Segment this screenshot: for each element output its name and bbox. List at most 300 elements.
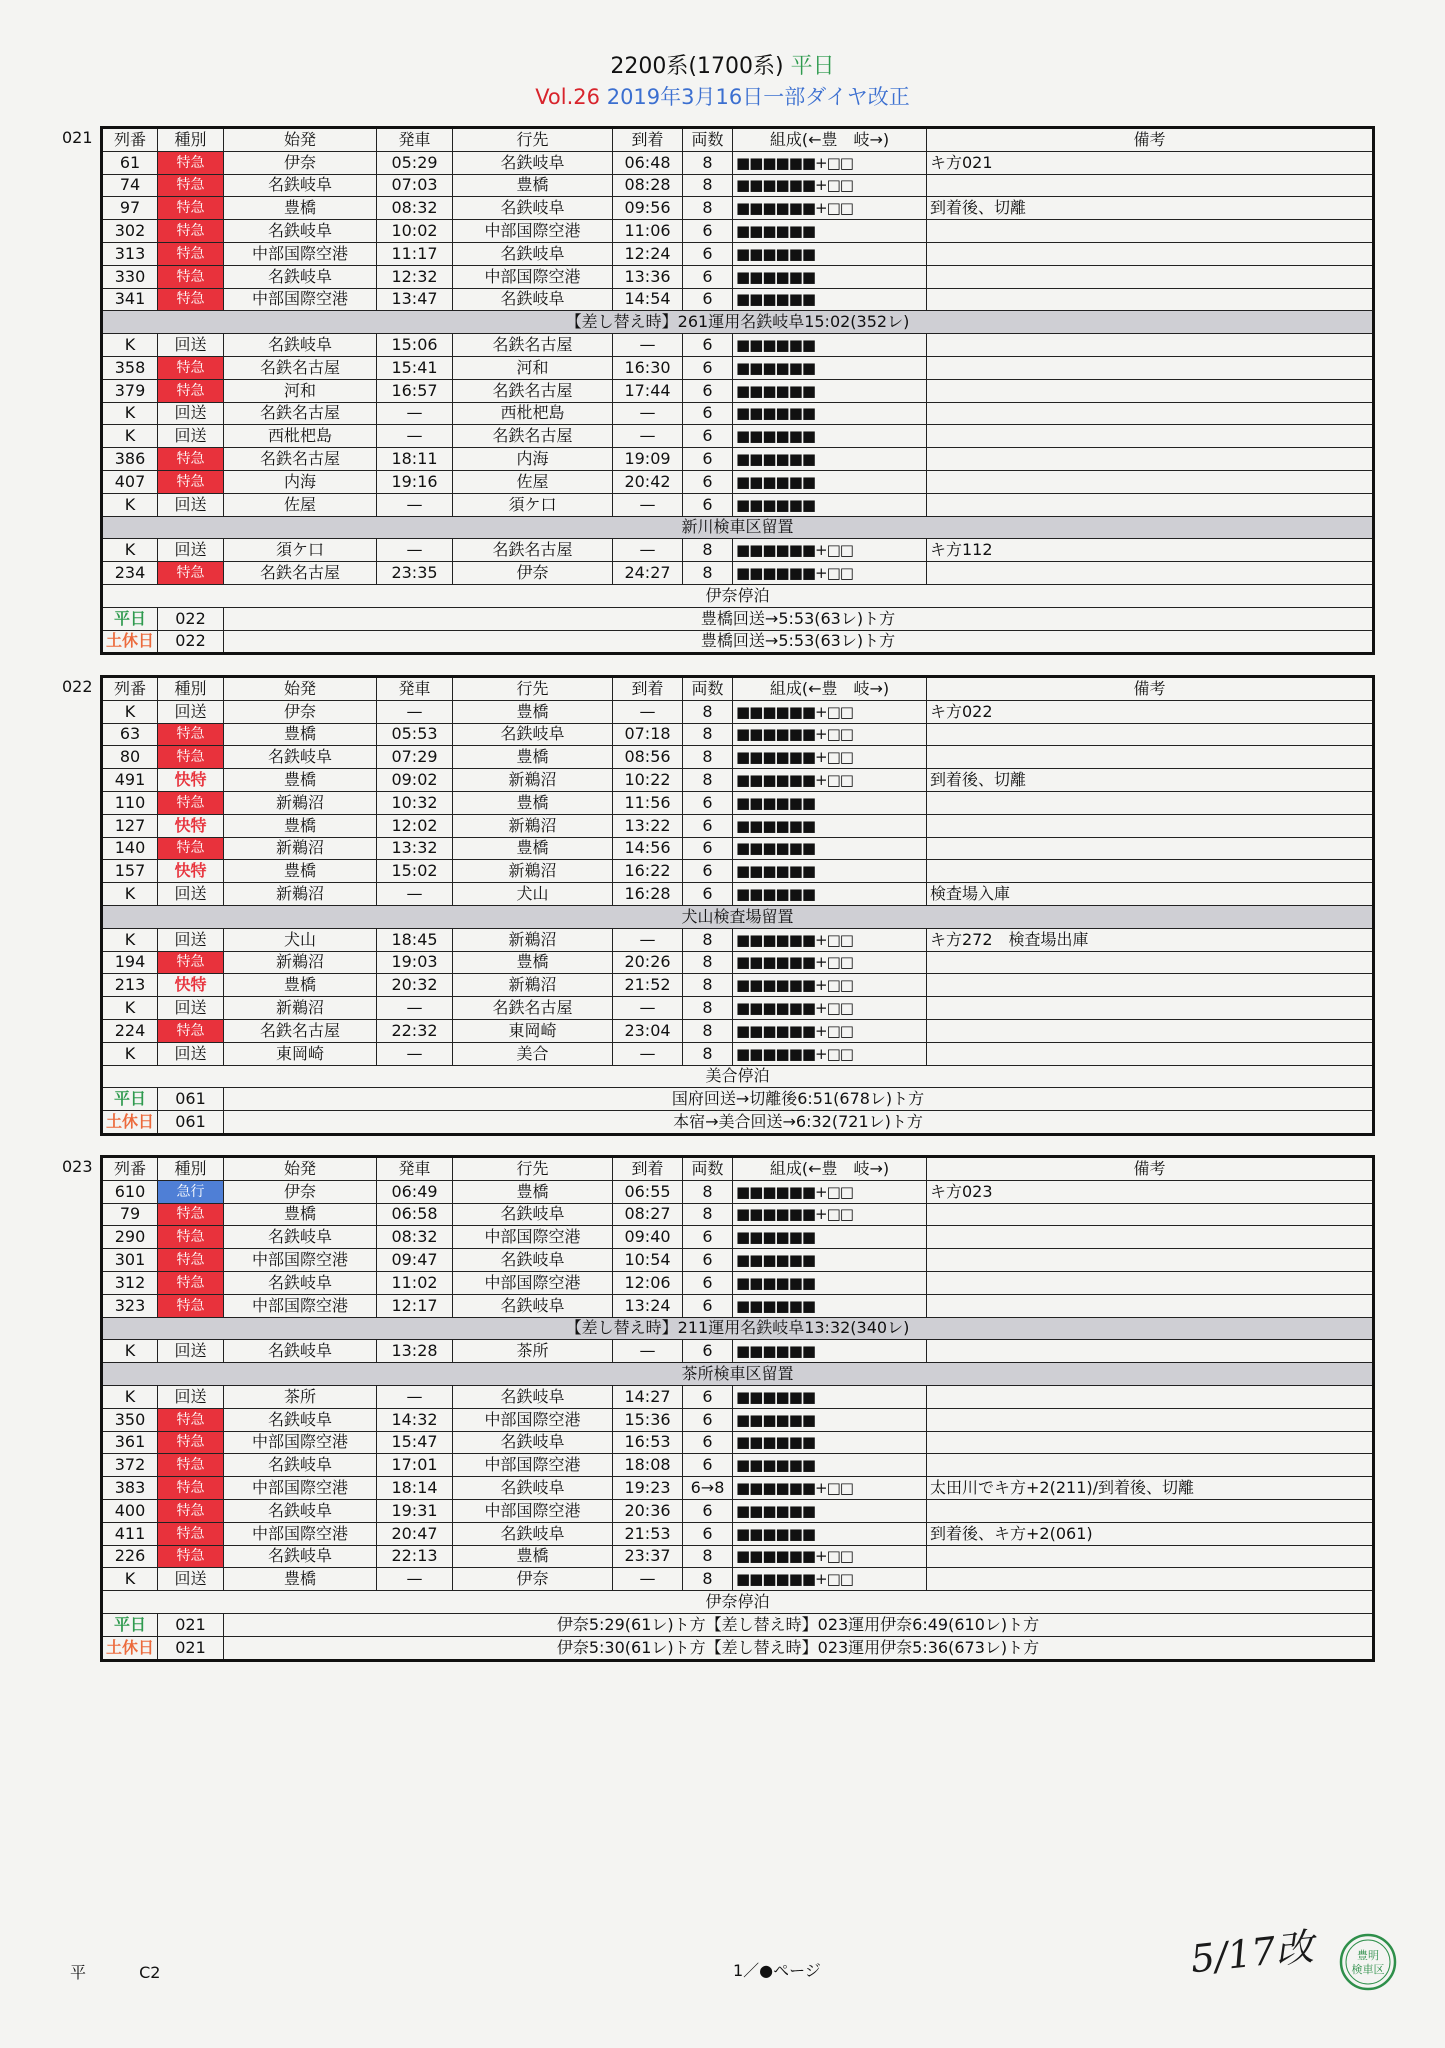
arrival-time: — <box>613 997 683 1020</box>
train-row <box>102 1522 1374 1545</box>
train-kind: 特急 <box>158 197 224 220</box>
origin-station: 豊橋 <box>224 974 377 997</box>
departure-time: 10:02 <box>377 220 453 243</box>
destination-station: 中部国際空港 <box>453 1499 613 1522</box>
train-row <box>102 1019 1374 1042</box>
origin-station: 名鉄岐阜 <box>224 1340 377 1363</box>
destination-station: 豊橋 <box>453 174 613 197</box>
destination-station: 内海 <box>453 448 613 471</box>
formation: ■■■■■■+□□ <box>733 700 927 723</box>
destination-station: 中部国際空港 <box>453 220 613 243</box>
formation: ■■■■■■ <box>733 402 927 425</box>
arrival-time: 19:23 <box>613 1477 683 1500</box>
train-number: K <box>102 1340 158 1363</box>
formation: ■■■■■■+□□ <box>733 1042 927 1065</box>
train-row <box>102 220 1374 243</box>
departure-time: 16:57 <box>377 379 453 402</box>
arrival-time: 13:22 <box>613 814 683 837</box>
train-number: 407 <box>102 470 158 493</box>
train-kind: 特急 <box>158 174 224 197</box>
departure-time: — <box>377 1042 453 1065</box>
train-row <box>102 769 1374 792</box>
operation-block-021 <box>62 126 1375 655</box>
train-kind: 特急 <box>158 562 224 585</box>
train-row <box>102 334 1374 357</box>
train-number: 224 <box>102 1019 158 1042</box>
remarks <box>927 1568 1374 1591</box>
footer-code-2: C2 <box>139 1963 161 1982</box>
destination-station: 豊橋 <box>453 746 613 769</box>
arrival-time: 08:28 <box>613 174 683 197</box>
arrival-time: — <box>613 1042 683 1065</box>
formation: ■■■■■■ <box>733 791 927 814</box>
remarks <box>927 493 1374 516</box>
column-header: 組成(←豊 岐→) <box>733 128 927 152</box>
train-number: K <box>102 402 158 425</box>
departure-time: 12:17 <box>377 1294 453 1317</box>
arrival-time: 06:48 <box>613 151 683 174</box>
destination-station: 名鉄名古屋 <box>453 539 613 562</box>
next-day-row <box>102 607 1374 630</box>
train-number: 79 <box>102 1203 158 1226</box>
remarks <box>927 174 1374 197</box>
column-header: 列番 <box>102 677 158 701</box>
destination-station: 中部国際空港 <box>453 1271 613 1294</box>
train-kind: 回送 <box>158 1568 224 1591</box>
train-kind: 特急 <box>158 448 224 471</box>
remarks <box>927 951 1374 974</box>
train-kind: 快特 <box>158 974 224 997</box>
remarks <box>927 1203 1374 1226</box>
formation: ■■■■■■+□□ <box>733 1545 927 1568</box>
train-kind: 特急 <box>158 1522 224 1545</box>
formation: ■■■■■■+□□ <box>733 746 927 769</box>
remarks <box>927 746 1374 769</box>
departure-time: — <box>377 883 453 906</box>
train-row <box>102 746 1374 769</box>
destination-station: 伊奈 <box>453 562 613 585</box>
origin-station: 中部国際空港 <box>224 1431 377 1454</box>
car-count: 8 <box>683 562 733 585</box>
arrival-time: — <box>613 928 683 951</box>
car-count: 8 <box>683 974 733 997</box>
origin-station: 名鉄岐阜 <box>224 1226 377 1249</box>
header-row <box>102 677 1374 701</box>
train-row <box>102 265 1374 288</box>
train-row <box>102 974 1374 997</box>
destination-station: 名鉄岐阜 <box>453 288 613 311</box>
car-count: 6 <box>683 356 733 379</box>
remarks: 到着後、キ方+2(061) <box>927 1522 1374 1545</box>
car-count: 6 <box>683 1408 733 1431</box>
remarks: キ方112 <box>927 539 1374 562</box>
destination-station: 豊橋 <box>453 1180 613 1203</box>
destination-station: 名鉄岐阜 <box>453 197 613 220</box>
column-header: 組成(←豊 岐→) <box>733 1157 927 1181</box>
arrival-time: — <box>613 402 683 425</box>
destination-station: 名鉄名古屋 <box>453 997 613 1020</box>
train-kind: 回送 <box>158 1340 224 1363</box>
arrival-time: 16:53 <box>613 1431 683 1454</box>
column-header: 両数 <box>683 128 733 152</box>
train-number: 302 <box>102 220 158 243</box>
car-count: 6 <box>683 1340 733 1363</box>
departure-time: 15:02 <box>377 860 453 883</box>
origin-station: 新鵜沼 <box>224 791 377 814</box>
departure-time: — <box>377 539 453 562</box>
remarks <box>927 402 1374 425</box>
train-kind: 特急 <box>158 1019 224 1042</box>
destination-station: 茶所 <box>453 1340 613 1363</box>
train-kind: 回送 <box>158 402 224 425</box>
train-number: 383 <box>102 1477 158 1500</box>
train-number: 411 <box>102 1522 158 1545</box>
train-row <box>102 837 1374 860</box>
arrival-time: — <box>613 334 683 357</box>
arrival-time: — <box>613 425 683 448</box>
car-count: 8 <box>683 174 733 197</box>
car-count: 6 <box>683 402 733 425</box>
origin-station: 豊橋 <box>224 723 377 746</box>
train-number: 97 <box>102 197 158 220</box>
formation: ■■■■■■ <box>733 1249 927 1272</box>
destination-station: 豊橋 <box>453 700 613 723</box>
origin-station: 名鉄岐阜 <box>224 265 377 288</box>
remarks <box>927 1499 1374 1522</box>
departure-time: — <box>377 1568 453 1591</box>
train-kind: 特急 <box>158 1454 224 1477</box>
arrival-time: 19:09 <box>613 448 683 471</box>
train-kind: 回送 <box>158 1042 224 1065</box>
train-row <box>102 791 1374 814</box>
next-plan: 伊奈5:30(61レ)ト方【差し替え時】023運用伊奈5:36(673レ)ト方 <box>224 1636 1374 1660</box>
departure-time: — <box>377 700 453 723</box>
train-number: 358 <box>102 356 158 379</box>
train-row <box>102 1568 1374 1591</box>
arrival-time: 15:36 <box>613 1408 683 1431</box>
band-text: 茶所検車区留置 <box>102 1363 1374 1386</box>
origin-station: 名鉄名古屋 <box>224 448 377 471</box>
origin-station: 名鉄岐阜 <box>224 334 377 357</box>
train-kind: 特急 <box>158 1249 224 1272</box>
departure-time: 11:17 <box>377 242 453 265</box>
train-kind: 特急 <box>158 1545 224 1568</box>
formation: ■■■■■■+□□ <box>733 997 927 1020</box>
day-type: 平日 <box>102 607 158 630</box>
train-row <box>102 470 1374 493</box>
train-row <box>102 197 1374 220</box>
departure-time: 10:32 <box>377 791 453 814</box>
train-number: 226 <box>102 1545 158 1568</box>
formation: ■■■■■■ <box>733 425 927 448</box>
destination-station: 中部国際空港 <box>453 265 613 288</box>
formation: ■■■■■■+□□ <box>733 1203 927 1226</box>
train-kind: 回送 <box>158 928 224 951</box>
departure-time: 13:47 <box>377 288 453 311</box>
column-header: 到着 <box>613 1157 683 1181</box>
departure-time: 13:32 <box>377 837 453 860</box>
origin-station: 名鉄名古屋 <box>224 402 377 425</box>
origin-station: 豊橋 <box>224 860 377 883</box>
revision-label: 2019年3月16日一部ダイヤ改正 <box>606 85 910 109</box>
train-row <box>102 174 1374 197</box>
arrival-time: — <box>613 700 683 723</box>
formation: ■■■■■■+□□ <box>733 974 927 997</box>
origin-station: 豊橋 <box>224 769 377 792</box>
train-kind: 回送 <box>158 539 224 562</box>
arrival-time: 18:08 <box>613 1454 683 1477</box>
destination-station: 佐屋 <box>453 470 613 493</box>
car-count: 6 <box>683 1226 733 1249</box>
train-row <box>102 1431 1374 1454</box>
train-kind: 特急 <box>158 1203 224 1226</box>
origin-station: 中部国際空港 <box>224 1294 377 1317</box>
car-count: 6 <box>683 1249 733 1272</box>
departure-time: 05:53 <box>377 723 453 746</box>
departure-time: 09:47 <box>377 1249 453 1272</box>
destination-station: 豊橋 <box>453 791 613 814</box>
column-header: 始発 <box>224 128 377 152</box>
car-count: 8 <box>683 700 733 723</box>
series-title: 2200系(1700系) <box>610 54 784 79</box>
train-number: K <box>102 539 158 562</box>
remarks <box>927 1294 1374 1317</box>
car-count: 6 <box>683 334 733 357</box>
train-number: 330 <box>102 265 158 288</box>
volume-label: Vol.26 <box>535 85 601 109</box>
origin-station: 伊奈 <box>224 700 377 723</box>
arrival-time: 08:27 <box>613 1203 683 1226</box>
column-header: 組成(←豊 岐→) <box>733 677 927 701</box>
formation: ■■■■■■ <box>733 220 927 243</box>
note-row <box>102 584 1374 607</box>
departure-time: — <box>377 425 453 448</box>
remarks <box>927 974 1374 997</box>
car-count: 8 <box>683 1019 733 1042</box>
car-count: 8 <box>683 151 733 174</box>
arrival-time: 14:56 <box>613 837 683 860</box>
train-kind: 特急 <box>158 1499 224 1522</box>
arrival-time: 10:54 <box>613 1249 683 1272</box>
day-type: 土休日 <box>102 1636 158 1660</box>
arrival-time: 16:30 <box>613 356 683 379</box>
departure-time: 05:29 <box>377 151 453 174</box>
arrival-time: 16:28 <box>613 883 683 906</box>
formation: ■■■■■■+□□ <box>733 151 927 174</box>
train-row <box>102 288 1374 311</box>
next-day-row <box>102 630 1374 654</box>
destination-station: 名鉄岐阜 <box>453 1294 613 1317</box>
car-count: 8 <box>683 539 733 562</box>
car-count: 6 <box>683 1271 733 1294</box>
origin-station: 名鉄名古屋 <box>224 562 377 585</box>
departure-time: 12:32 <box>377 265 453 288</box>
car-count: 6 <box>683 1294 733 1317</box>
train-number: 290 <box>102 1226 158 1249</box>
formation: ■■■■■■ <box>733 1522 927 1545</box>
column-header: 両数 <box>683 677 733 701</box>
destination-station: 新鵜沼 <box>453 860 613 883</box>
departure-time: — <box>377 493 453 516</box>
car-count: 8 <box>683 1203 733 1226</box>
band-row <box>102 516 1374 539</box>
departure-time: 06:49 <box>377 1180 453 1203</box>
arrival-time: 20:42 <box>613 470 683 493</box>
timetable <box>100 1155 1375 1662</box>
destination-station: 名鉄岐阜 <box>453 1249 613 1272</box>
train-row <box>102 997 1374 1020</box>
remarks <box>927 379 1374 402</box>
remarks: 到着後、切離 <box>927 769 1374 792</box>
train-kind: 回送 <box>158 334 224 357</box>
car-count: 6 <box>683 1499 733 1522</box>
departure-time: 17:01 <box>377 1454 453 1477</box>
departure-time: 19:03 <box>377 951 453 974</box>
arrival-time: 16:22 <box>613 860 683 883</box>
origin-station: 伊奈 <box>224 151 377 174</box>
train-row <box>102 1042 1374 1065</box>
train-row <box>102 1249 1374 1272</box>
header-row <box>102 128 1374 152</box>
departure-time: 19:31 <box>377 1499 453 1522</box>
departure-time: 06:58 <box>377 1203 453 1226</box>
departure-time: 12:02 <box>377 814 453 837</box>
remarks <box>927 470 1374 493</box>
next-day-row <box>102 1613 1374 1636</box>
remarks <box>927 1271 1374 1294</box>
arrival-time: 10:22 <box>613 769 683 792</box>
train-kind: 特急 <box>158 1477 224 1500</box>
origin-station: 名鉄名古屋 <box>224 1019 377 1042</box>
destination-station: 名鉄名古屋 <box>453 334 613 357</box>
train-row <box>102 723 1374 746</box>
column-header: 始発 <box>224 1157 377 1181</box>
column-header: 両数 <box>683 1157 733 1181</box>
formation: ■■■■■■ <box>733 1340 927 1363</box>
train-row <box>102 356 1374 379</box>
train-row <box>102 402 1374 425</box>
departure-time: 20:32 <box>377 974 453 997</box>
arrival-time: 13:24 <box>613 1294 683 1317</box>
note-text: 伊奈停泊 <box>102 584 1374 607</box>
arrival-time: 09:56 <box>613 197 683 220</box>
departure-time: 09:02 <box>377 769 453 792</box>
column-header: 列番 <box>102 128 158 152</box>
svg-text:検車区: 検車区 <box>1351 1963 1385 1976</box>
train-number: K <box>102 1042 158 1065</box>
formation: ■■■■■■ <box>733 814 927 837</box>
timetable <box>100 675 1375 1136</box>
origin-station: 須ケ口 <box>224 539 377 562</box>
origin-station: 新鵜沼 <box>224 883 377 906</box>
day-type: 平日 <box>102 1613 158 1636</box>
block-id: 021 <box>62 128 93 147</box>
arrival-time: 12:06 <box>613 1271 683 1294</box>
car-count: 6 <box>683 1522 733 1545</box>
header-line-1 <box>0 52 1445 82</box>
train-row <box>102 700 1374 723</box>
next-operation: 022 <box>158 630 224 654</box>
remarks <box>927 334 1374 357</box>
car-count: 8 <box>683 1180 733 1203</box>
car-count: 8 <box>683 997 733 1020</box>
train-number: 379 <box>102 379 158 402</box>
car-count: 6 <box>683 265 733 288</box>
column-header: 備考 <box>927 128 1374 152</box>
origin-station: 中部国際空港 <box>224 1522 377 1545</box>
day-type: 土休日 <box>102 1111 158 1135</box>
car-count: 6 <box>683 425 733 448</box>
arrival-time: 20:36 <box>613 1499 683 1522</box>
car-count: 6 <box>683 860 733 883</box>
remarks <box>927 860 1374 883</box>
train-number: 323 <box>102 1294 158 1317</box>
arrival-time: 07:18 <box>613 723 683 746</box>
formation: ■■■■■■+□□ <box>733 1477 927 1500</box>
origin-station: 豊橋 <box>224 197 377 220</box>
arrival-time: 21:52 <box>613 974 683 997</box>
train-kind: 特急 <box>158 1408 224 1431</box>
train-number: 341 <box>102 288 158 311</box>
train-kind: 特急 <box>158 1226 224 1249</box>
train-row <box>102 448 1374 471</box>
arrival-time: 11:56 <box>613 791 683 814</box>
train-kind: 回送 <box>158 493 224 516</box>
remarks: キ方272 検査場出庫 <box>927 928 1374 951</box>
column-header: 行先 <box>453 128 613 152</box>
train-number: K <box>102 997 158 1020</box>
note-row <box>102 1065 1374 1088</box>
remarks <box>927 723 1374 746</box>
train-number: 372 <box>102 1454 158 1477</box>
car-count: 6 <box>683 1454 733 1477</box>
formation: ■■■■■■+□□ <box>733 1568 927 1591</box>
train-number: K <box>102 700 158 723</box>
destination-station: 河和 <box>453 356 613 379</box>
train-kind: 回送 <box>158 425 224 448</box>
header-row <box>102 1157 1374 1181</box>
arrival-time: 21:53 <box>613 1522 683 1545</box>
origin-station: 西枇杷島 <box>224 425 377 448</box>
departure-time: 15:06 <box>377 334 453 357</box>
destination-station: 名鉄岐阜 <box>453 1522 613 1545</box>
departure-time: 07:29 <box>377 746 453 769</box>
formation: ■■■■■■ <box>733 379 927 402</box>
train-row <box>102 1408 1374 1431</box>
departure-time: 14:32 <box>377 1408 453 1431</box>
train-number: 80 <box>102 746 158 769</box>
origin-station: 佐屋 <box>224 493 377 516</box>
departure-time: 19:16 <box>377 470 453 493</box>
car-count: 6 <box>683 883 733 906</box>
remarks: キ方021 <box>927 151 1374 174</box>
arrival-time: 06:55 <box>613 1180 683 1203</box>
arrival-time: 13:36 <box>613 265 683 288</box>
remarks <box>927 1019 1374 1042</box>
formation: ■■■■■■+□□ <box>733 1019 927 1042</box>
origin-station: 東岡崎 <box>224 1042 377 1065</box>
car-count: 8 <box>683 928 733 951</box>
departure-time: 08:32 <box>377 1226 453 1249</box>
origin-station: 中部国際空港 <box>224 1249 377 1272</box>
note-text: 伊奈停泊 <box>102 1591 1374 1614</box>
formation: ■■■■■■ <box>733 1408 927 1431</box>
header-line-2 <box>0 82 1445 112</box>
departure-time: 18:14 <box>377 1477 453 1500</box>
origin-station: 名鉄岐阜 <box>224 1454 377 1477</box>
car-count: 6 <box>683 470 733 493</box>
train-number: 610 <box>102 1180 158 1203</box>
